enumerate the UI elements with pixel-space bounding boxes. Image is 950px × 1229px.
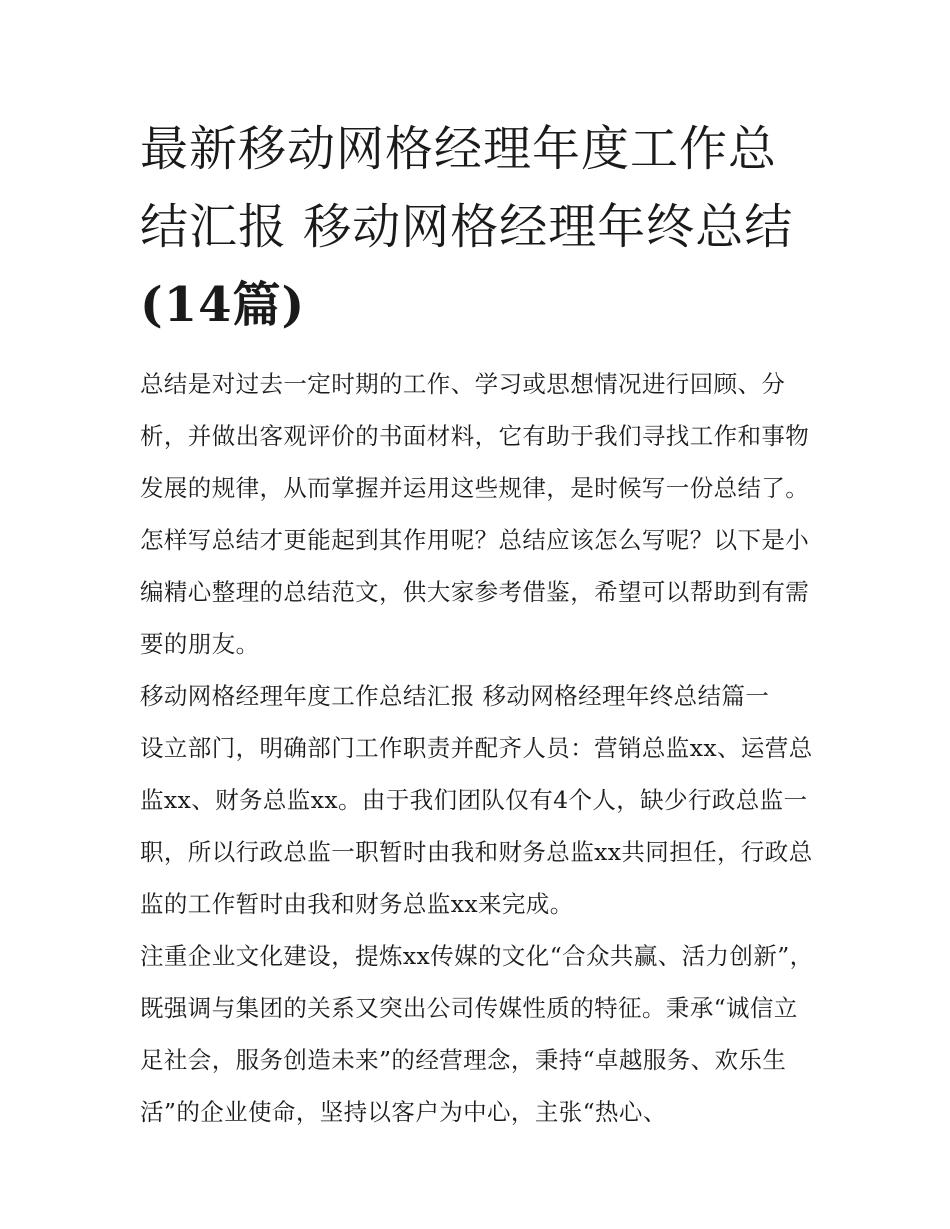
document-page <box>140 110 820 1138</box>
title-suffix-text: (14篇) <box>140 277 306 333</box>
intro-paragraph: 总结是对过去一定时期的工作、学习或思想情况进行回顾、分析，并做出客观评价的书面材料，它有助于我们寻找工作和事物发展的规律，从而掌握并运用这些规律，是时候写一份总结了。怎样写总结才更能起到其作用呢？总结应该怎么写呢？以下是小编精心整理的总结范文，供大家参考借鉴，希望可以帮助到有需要的朋友。 <box>140 370 810 658</box>
title-main-text: 最新移动网格经理年度工作总结汇报 移动网格经理年终总结 <box>140 121 794 255</box>
body-paragraph-departments: 设立部门，明确部门工作职责并配齐人员：营销总监xx、运营总监xx、财务总监xx。由于我们团队仅有4个人，缺少行政总监一职，所以行政总监一职暂时由我和财务总监xx共同担任，行政总监的工作暂时由我和财务总监xx来完成。 <box>140 734 813 918</box>
document-title <box>140 110 820 344</box>
document-body <box>140 358 820 1138</box>
section-heading: 移动网格经理年度工作总结汇报 移动网格经理年终总结篇一 <box>140 682 770 710</box>
body-paragraph-culture: 注重企业文化建设，提炼xx传媒的文化“合众共赢、活力创新”，既强调与集团的关系又突出公司传媒性质的特征。秉承“诚信立足社会，服务创造未来”的经营理念，秉持“卓越服务、欢乐生活”的企业使命，坚持以客户为中心，主张“热心、 <box>140 942 814 1126</box>
